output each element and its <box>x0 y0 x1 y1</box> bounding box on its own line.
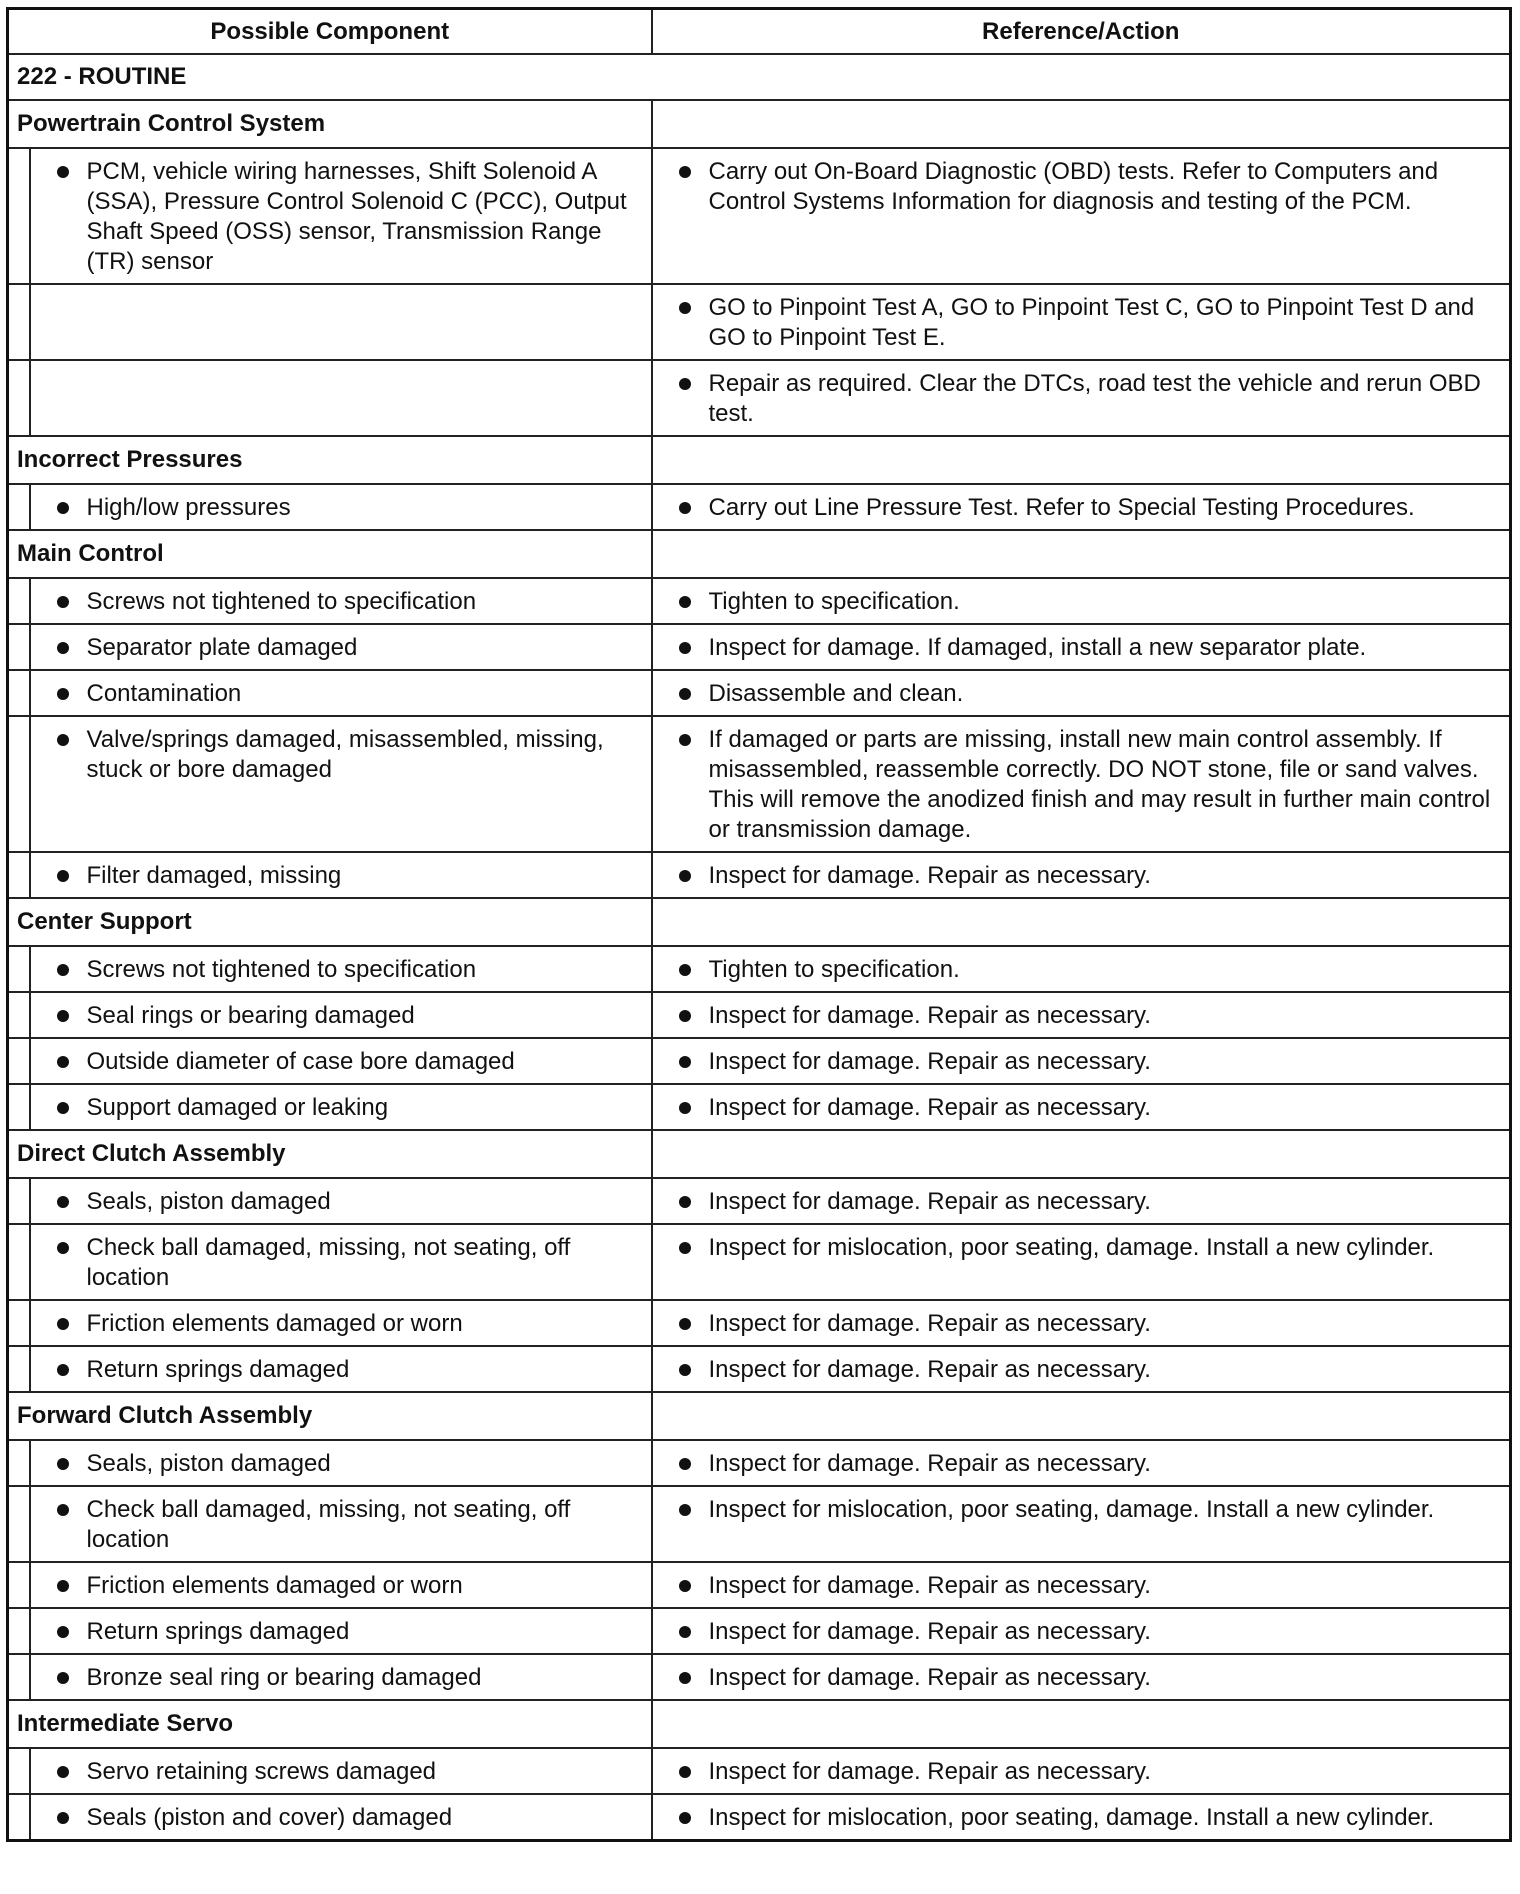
table-row <box>8 578 1511 624</box>
bullet-icon <box>679 1010 691 1022</box>
bullet-icon <box>57 1318 69 1330</box>
section-action-empty <box>652 436 1511 484</box>
bullet-icon <box>57 1626 69 1638</box>
bullet-item <box>653 955 1496 985</box>
action-cell <box>652 852 1511 898</box>
table-row <box>8 1562 1511 1608</box>
code-label: 222 - ROUTINE <box>8 54 1511 100</box>
bullet-text: Inspect for damage. Repair as necessary. <box>708 1572 1151 1599</box>
bullet-text: Support damaged or leaking <box>86 1094 389 1121</box>
bullet-text: If damaged or parts are missing, install new main control assembly. If misassembled, reassemble correctly. DO NOT stone, file or sand valves. This will remove the anodized finish and may result in further main control or transmission damage. <box>708 726 1491 843</box>
bullet-item <box>31 1757 637 1787</box>
bullet-icon <box>679 1458 691 1470</box>
bullet-item <box>31 955 637 985</box>
table-row <box>8 1748 1511 1794</box>
indent-gutter <box>8 624 30 670</box>
action-cell <box>652 946 1511 992</box>
bullet-item <box>653 1617 1496 1647</box>
section-title: Powertrain Control System <box>8 100 652 148</box>
action-cell <box>652 1224 1511 1300</box>
indent-gutter <box>8 1346 30 1392</box>
bullet-item <box>31 1663 637 1693</box>
table-row <box>8 1440 1511 1486</box>
component-cell <box>30 852 652 898</box>
indent-gutter <box>8 670 30 716</box>
action-cell <box>652 1608 1511 1654</box>
bullet-icon <box>57 642 69 654</box>
bullet-item <box>31 1309 637 1339</box>
component-cell <box>30 1346 652 1392</box>
indent-gutter <box>8 1608 30 1654</box>
bullet-text: Filter damaged, missing <box>86 862 342 889</box>
bullet-text: Inspect for damage. Repair as necessary. <box>708 1188 1151 1215</box>
indent-gutter <box>8 1440 30 1486</box>
bullet-icon <box>57 596 69 608</box>
bullet-icon <box>679 378 691 390</box>
bullet-item <box>653 725 1496 845</box>
diagnostic-table <box>6 7 1512 1842</box>
bullet-icon <box>57 1812 69 1824</box>
indent-gutter <box>8 1794 30 1841</box>
bullet-icon <box>57 964 69 976</box>
table-row <box>8 1300 1511 1346</box>
table-body <box>8 54 1511 1841</box>
bullet-text: Inspect for damage. Repair as necessary. <box>708 1094 1151 1121</box>
section-row <box>8 1130 1511 1178</box>
bullet-item <box>653 369 1496 429</box>
bullet-text: Inspect for damage. Repair as necessary. <box>708 1048 1151 1075</box>
bullet-item <box>31 1495 637 1555</box>
component-cell <box>30 624 652 670</box>
action-cell <box>652 1178 1511 1224</box>
component-cell-empty <box>30 360 652 436</box>
table-row <box>8 946 1511 992</box>
table-row <box>8 1224 1511 1300</box>
indent-gutter <box>8 484 30 530</box>
bullet-icon <box>679 688 691 700</box>
indent-gutter <box>8 852 30 898</box>
bullet-item <box>31 1187 637 1217</box>
bullet-item <box>653 1495 1496 1525</box>
bullet-text: Screws not tightened to specification <box>86 588 477 615</box>
bullet-item <box>653 1309 1496 1339</box>
bullet-text: Tighten to specification. <box>708 956 960 983</box>
indent-gutter <box>8 1486 30 1562</box>
bullet-text: Screws not tightened to specification <box>86 956 477 983</box>
table-row <box>8 284 1511 360</box>
action-cell <box>652 1486 1511 1562</box>
table-row <box>8 1794 1511 1841</box>
component-cell <box>30 1794 652 1841</box>
component-cell <box>30 148 652 284</box>
bullet-text: GO to Pinpoint Test A, GO to Pinpoint Test C, GO to Pinpoint Test D and GO to Pinpoint Test E. <box>708 294 1475 351</box>
action-cell <box>652 1440 1511 1486</box>
bullet-text: PCM, vehicle wiring harnesses, Shift Solenoid A (SSA), Pressure Control Solenoid C (PCC), Output Shaft Speed (OSS) sensor, Transmission Range (TR) sensor <box>86 158 627 275</box>
table-row <box>8 670 1511 716</box>
bullet-item <box>31 1803 637 1833</box>
section-title: Forward Clutch Assembly <box>8 1392 652 1440</box>
action-cell <box>652 1300 1511 1346</box>
bullet-icon <box>679 1626 691 1638</box>
bullet-text: Carry out On-Board Diagnostic (OBD) tests. Refer to Computers and Control Systems Information for diagnosis and testing of the PCM. <box>708 158 1439 215</box>
table-row <box>8 1346 1511 1392</box>
column-header-component: Possible Component <box>8 9 652 55</box>
bullet-text: Return springs damaged <box>86 1618 350 1645</box>
code-row <box>8 54 1511 100</box>
bullet-item <box>653 157 1496 217</box>
action-cell <box>652 360 1511 436</box>
bullet-icon <box>679 1504 691 1516</box>
bullet-text: Carry out Line Pressure Test. Refer to Special Testing Procedures. <box>708 494 1415 521</box>
bullet-icon <box>679 596 691 608</box>
bullet-text: Separator plate damaged <box>86 634 358 661</box>
section-title: Main Control <box>8 530 652 578</box>
bullet-icon <box>679 302 691 314</box>
action-cell <box>652 1562 1511 1608</box>
bullet-icon <box>57 1010 69 1022</box>
action-cell <box>652 716 1511 852</box>
table-row <box>8 852 1511 898</box>
section-row <box>8 100 1511 148</box>
bullet-text: Inspect for damage. Repair as necessary. <box>708 862 1151 889</box>
bullet-item <box>653 1047 1496 1077</box>
bullet-item <box>31 1001 637 1031</box>
table-row <box>8 1178 1511 1224</box>
bullet-text: Return springs damaged <box>86 1356 350 1383</box>
bullet-item <box>31 633 637 663</box>
bullet-item <box>31 1233 637 1293</box>
bullet-text: Friction elements damaged or worn <box>86 1572 463 1599</box>
bullet-icon <box>679 964 691 976</box>
bullet-item <box>653 679 1496 709</box>
bullet-text: Contamination <box>86 680 242 707</box>
bullet-icon <box>57 734 69 746</box>
bullet-icon <box>679 1196 691 1208</box>
indent-gutter <box>8 716 30 852</box>
bullet-icon <box>57 166 69 178</box>
bullet-item <box>653 1803 1496 1833</box>
component-cell <box>30 1748 652 1794</box>
bullet-item <box>31 1093 637 1123</box>
bullet-text: Disassemble and clean. <box>708 680 964 707</box>
action-cell <box>652 1794 1511 1841</box>
component-cell <box>30 1300 652 1346</box>
section-row <box>8 898 1511 946</box>
bullet-text: Inspect for mislocation, poor seating, damage. Install a new cylinder. <box>708 1496 1435 1523</box>
bullet-text: Repair as required. Clear the DTCs, road test the vehicle and rerun OBD test. <box>708 370 1481 427</box>
table-row <box>8 992 1511 1038</box>
action-cell <box>652 1084 1511 1130</box>
bullet-item <box>31 679 637 709</box>
bullet-text: Seals, piston damaged <box>86 1450 331 1477</box>
action-cell <box>652 1654 1511 1700</box>
indent-gutter <box>8 1748 30 1794</box>
bullet-icon <box>679 1672 691 1684</box>
bullet-item <box>31 587 637 617</box>
indent-gutter <box>8 284 30 360</box>
table-row <box>8 360 1511 436</box>
column-header-action: Reference/Action <box>652 9 1511 55</box>
bullet-text: Inspect for mislocation, poor seating, damage. Install a new cylinder. <box>708 1234 1435 1261</box>
bullet-icon <box>679 502 691 514</box>
bullet-text: Inspect for damage. If damaged, install a new separator plate. <box>708 634 1367 661</box>
bullet-icon <box>679 1580 691 1592</box>
bullet-icon <box>57 1242 69 1254</box>
bullet-icon <box>679 870 691 882</box>
bullet-text: Inspect for mislocation, poor seating, damage. Install a new cylinder. <box>708 1804 1435 1831</box>
bullet-icon <box>57 1504 69 1516</box>
bullet-item <box>31 493 637 523</box>
bullet-icon <box>679 1242 691 1254</box>
bullet-text: Check ball damaged, missing, not seating, off location <box>86 1234 571 1291</box>
component-cell <box>30 1486 652 1562</box>
bullet-text: Servo retaining screws damaged <box>86 1758 437 1785</box>
component-cell <box>30 1440 652 1486</box>
action-cell <box>652 670 1511 716</box>
bullet-item <box>31 157 637 277</box>
indent-gutter <box>8 1224 30 1300</box>
bullet-item <box>653 1571 1496 1601</box>
bullet-text: Inspect for damage. Repair as necessary. <box>708 1310 1151 1337</box>
bullet-icon <box>679 642 691 654</box>
bullet-icon <box>679 1812 691 1824</box>
indent-gutter <box>8 148 30 284</box>
section-action-empty <box>652 1392 1511 1440</box>
bullet-icon <box>679 166 691 178</box>
component-cell <box>30 1608 652 1654</box>
action-cell <box>652 578 1511 624</box>
bullet-text: Friction elements damaged or worn <box>86 1310 463 1337</box>
indent-gutter <box>8 360 30 436</box>
bullet-item <box>31 725 637 785</box>
table-row <box>8 148 1511 284</box>
bullet-icon <box>57 1364 69 1376</box>
table-row <box>8 1038 1511 1084</box>
indent-gutter <box>8 1654 30 1700</box>
section-action-empty <box>652 898 1511 946</box>
table-row <box>8 484 1511 530</box>
bullet-icon <box>679 1056 691 1068</box>
bullet-item <box>31 1047 637 1077</box>
bullet-icon <box>57 1458 69 1470</box>
section-row <box>8 530 1511 578</box>
component-cell <box>30 992 652 1038</box>
section-action-empty <box>652 1130 1511 1178</box>
bullet-icon <box>57 1580 69 1592</box>
bullet-item <box>653 1449 1496 1479</box>
bullet-item <box>653 1355 1496 1385</box>
bullet-text: Inspect for damage. Repair as necessary. <box>708 1758 1151 1785</box>
bullet-text: Inspect for damage. Repair as necessary. <box>708 1664 1151 1691</box>
bullet-text: High/low pressures <box>86 494 291 521</box>
diagnostic-table-page <box>6 7 1512 1842</box>
bullet-text: Inspect for damage. Repair as necessary. <box>708 1450 1151 1477</box>
bullet-item <box>31 1449 637 1479</box>
bullet-icon <box>57 1102 69 1114</box>
bullet-item <box>653 493 1496 523</box>
component-cell <box>30 716 652 852</box>
bullet-icon <box>57 688 69 700</box>
bullet-item <box>653 1001 1496 1031</box>
indent-gutter <box>8 1038 30 1084</box>
bullet-item <box>653 1663 1496 1693</box>
component-cell <box>30 1178 652 1224</box>
indent-gutter <box>8 1562 30 1608</box>
table-header-row <box>8 9 1511 55</box>
bullet-icon <box>57 1672 69 1684</box>
bullet-text: Bronze seal ring or bearing damaged <box>86 1664 482 1691</box>
section-action-empty <box>652 100 1511 148</box>
bullet-item <box>653 293 1496 353</box>
bullet-text: Inspect for damage. Repair as necessary. <box>708 1002 1151 1029</box>
component-cell <box>30 1224 652 1300</box>
indent-gutter <box>8 992 30 1038</box>
bullet-text: Seals (piston and cover) damaged <box>86 1804 453 1831</box>
component-cell <box>30 484 652 530</box>
bullet-text: Valve/springs damaged, misassembled, missing, stuck or bore damaged <box>86 726 604 783</box>
bullet-icon <box>679 1318 691 1330</box>
bullet-text: Seals, piston damaged <box>86 1188 331 1215</box>
table-row <box>8 1486 1511 1562</box>
bullet-text: Outside diameter of case bore damaged <box>86 1048 515 1075</box>
indent-gutter <box>8 1300 30 1346</box>
bullet-icon <box>679 1766 691 1778</box>
section-title: Incorrect Pressures <box>8 436 652 484</box>
action-cell <box>652 1748 1511 1794</box>
table-row <box>8 716 1511 852</box>
bullet-item <box>653 587 1496 617</box>
bullet-text: Inspect for damage. Repair as necessary. <box>708 1618 1151 1645</box>
bullet-icon <box>679 1364 691 1376</box>
section-title: Center Support <box>8 898 652 946</box>
bullet-item <box>653 1187 1496 1217</box>
bullet-icon <box>57 1196 69 1208</box>
component-cell <box>30 1654 652 1700</box>
action-cell <box>652 1038 1511 1084</box>
bullet-icon <box>57 502 69 514</box>
component-cell <box>30 670 652 716</box>
component-cell <box>30 578 652 624</box>
bullet-text: Check ball damaged, missing, not seating, off location <box>86 1496 571 1553</box>
section-row <box>8 436 1511 484</box>
table-row <box>8 624 1511 670</box>
bullet-item <box>653 1233 1496 1263</box>
bullet-item <box>653 861 1496 891</box>
bullet-item <box>31 861 637 891</box>
bullet-item <box>31 1355 637 1385</box>
section-title: Direct Clutch Assembly <box>8 1130 652 1178</box>
action-cell <box>652 1346 1511 1392</box>
bullet-item <box>31 1617 637 1647</box>
action-cell <box>652 992 1511 1038</box>
section-title: Intermediate Servo <box>8 1700 652 1748</box>
section-action-empty <box>652 530 1511 578</box>
action-cell <box>652 284 1511 360</box>
bullet-item <box>653 1757 1496 1787</box>
bullet-icon <box>57 1766 69 1778</box>
component-cell <box>30 946 652 992</box>
bullet-item <box>653 1093 1496 1123</box>
indent-gutter <box>8 1084 30 1130</box>
table-row <box>8 1654 1511 1700</box>
component-cell-empty <box>30 284 652 360</box>
section-action-empty <box>652 1700 1511 1748</box>
component-cell <box>30 1084 652 1130</box>
section-row <box>8 1392 1511 1440</box>
table-row <box>8 1084 1511 1130</box>
bullet-text: Tighten to specification. <box>708 588 960 615</box>
bullet-text: Seal rings or bearing damaged <box>86 1002 415 1029</box>
action-cell <box>652 624 1511 670</box>
component-cell <box>30 1038 652 1084</box>
bullet-icon <box>57 1056 69 1068</box>
indent-gutter <box>8 946 30 992</box>
action-cell <box>652 484 1511 530</box>
bullet-item <box>31 1571 637 1601</box>
section-row <box>8 1700 1511 1748</box>
bullet-item <box>653 633 1496 663</box>
table-row <box>8 1608 1511 1654</box>
indent-gutter <box>8 1178 30 1224</box>
bullet-icon <box>679 1102 691 1114</box>
component-cell <box>30 1562 652 1608</box>
action-cell <box>652 148 1511 284</box>
indent-gutter <box>8 578 30 624</box>
bullet-text: Inspect for damage. Repair as necessary. <box>708 1356 1151 1383</box>
bullet-icon <box>57 870 69 882</box>
bullet-icon <box>679 734 691 746</box>
